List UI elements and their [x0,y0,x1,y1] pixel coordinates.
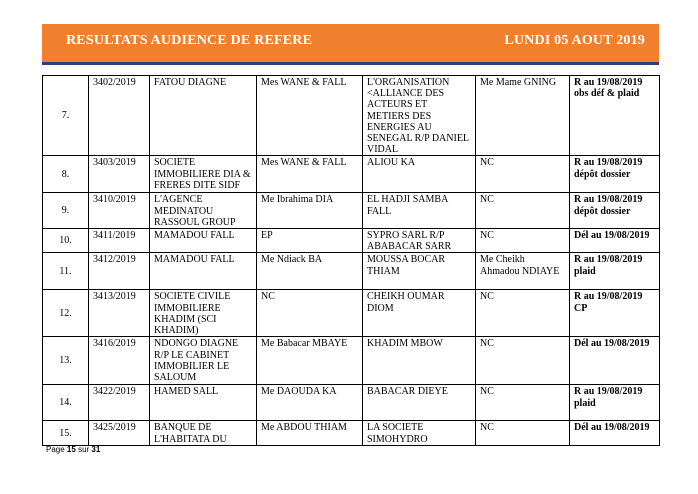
table-row [43,76,660,156]
defendant-cell: KHADIM MBOW [363,337,476,385]
case-number-cell: 3411/2019 [89,229,150,253]
defendant-cell: SYPRO SARL R/P ABABACAR SARR [363,229,476,253]
case-number-cell: 3402/2019 [89,76,150,156]
defendant-lawyer-cell: NC [476,421,570,445]
defendant-cell: CHEIKH OUMAR DIOM [363,290,476,337]
row-number-cell: 14. [43,385,89,421]
row-number-cell: 11. [43,253,89,290]
results-table [42,75,660,446]
decision-cell: Dél au 19/08/2019 [570,337,660,385]
table-row [43,193,660,229]
plaintiff-lawyer-cell: Me Ndiack BA [257,253,363,290]
decision-cell: Dél au 19/08/2019 [570,229,660,253]
case-number-cell: 3416/2019 [89,337,150,385]
footer-total-pages: 31 [91,445,101,454]
defendant-lawyer-cell: NC [476,156,570,193]
row-number-cell: 13. [43,337,89,385]
defendant-cell: ALIOU KA [363,156,476,193]
plaintiff-lawyer-cell: Mes WANE & FALL [257,156,363,193]
plaintiff-cell: SOCIETE IMMOBILIERE DIA & FRERES DITE SIDF [150,156,257,193]
table-row [43,421,660,445]
hearing-date: LUNDI 05 AOUT 2019 [504,33,645,48]
table-row [43,385,660,421]
plaintiff-lawyer-cell: Me DAOUDA KA [257,385,363,421]
table-row [43,229,660,253]
plaintiff-lawyer-cell: Me Ibrahima DIA [257,193,363,229]
row-number-cell: 10. [43,229,89,253]
defendant-lawyer-cell: NC [476,229,570,253]
case-number-cell: 3413/2019 [89,290,150,337]
plaintiff-cell: MAMADOU FALL [150,229,257,253]
case-number-cell: 3412/2019 [89,253,150,290]
table-row [43,253,660,290]
page-footer [46,445,100,454]
table-row [43,156,660,193]
footer-sep: sur [78,445,90,454]
decision-cell: R au 19/08/2019 dépôt dossier [570,193,660,229]
decision-cell: Dél au 19/08/2019 [570,421,660,445]
case-number-cell: 3403/2019 [89,156,150,193]
plaintiff-cell: L'AGENCE MEDINATOU RASSOUL GROUP [150,193,257,229]
case-number-cell: 3410/2019 [89,193,150,229]
defendant-lawyer-cell: NC [476,290,570,337]
defendant-lawyer-cell: NC [476,385,570,421]
defendant-lawyer-cell: Me Mame GNING [476,76,570,156]
plaintiff-cell: FATOU DIAGNE [150,76,257,156]
row-number-cell: 8. [43,156,89,193]
plaintiff-lawyer-cell: NC [257,290,363,337]
defendant-cell: L'ORGANISATION <ALLIANCE DES ACTEURS ET METIERS DES ENERGIES AU SENEGAL R/P DANIEL VIDAL [363,76,476,156]
defendant-lawyer-cell: NC [476,337,570,385]
case-number-cell: 3422/2019 [89,385,150,421]
header-rule [42,62,659,65]
plaintiff-lawyer-cell: Me Babacar MBAYE [257,337,363,385]
plaintiff-cell: HAMED SALL [150,385,257,421]
defendant-lawyer-cell: NC [476,193,570,229]
defendant-cell: LA SOCIETE SIMOHYDRO [363,421,476,445]
defendant-cell: MOUSSA BOCAR THIAM [363,253,476,290]
plaintiff-lawyer-cell: Mes WANE & FALL [257,76,363,156]
footer-current-page: 15 [66,445,76,454]
footer-prefix: Page [46,445,65,454]
plaintiff-cell: NDONGO DIAGNE R/P LE CABINET IMMOBILIER LE SALOUM [150,337,257,385]
plaintiff-cell: MAMADOU FALL [150,253,257,290]
table-row [43,290,660,337]
defendant-cell: EL HADJI SAMBA FALL [363,193,476,229]
decision-cell: R au 19/08/2019 obs déf & plaid [570,76,660,156]
plaintiff-cell: BANQUE DE L'HABITATA DU [150,421,257,445]
plaintiff-lawyer-cell: EP [257,229,363,253]
row-number-cell: 12. [43,290,89,337]
page-title: RESULTATS AUDIENCE DE REFERE [66,33,313,48]
decision-cell: R au 19/08/2019 CP [570,290,660,337]
decision-cell: R au 19/08/2019 plaid [570,253,660,290]
defendant-cell: BABACAR DIEYE [363,385,476,421]
decision-cell: R au 19/08/2019 plaid [570,385,660,421]
decision-cell: R au 19/08/2019 dépôt dossier [570,156,660,193]
row-number-cell: 7. [43,76,89,156]
defendant-lawyer-cell: Me Cheikh Ahmadou NDIAYE [476,253,570,290]
header-band [42,24,659,62]
row-number-cell: 9. [43,193,89,229]
case-number-cell: 3425/2019 [89,421,150,445]
plaintiff-cell: SOCIETE CIVILE IMMOBILIERE KHADIM (SCI KHADIM) [150,290,257,337]
table-row [43,337,660,385]
plaintiff-lawyer-cell: Me ABDOU THIAM [257,421,363,445]
row-number-cell: 15. [43,421,89,445]
